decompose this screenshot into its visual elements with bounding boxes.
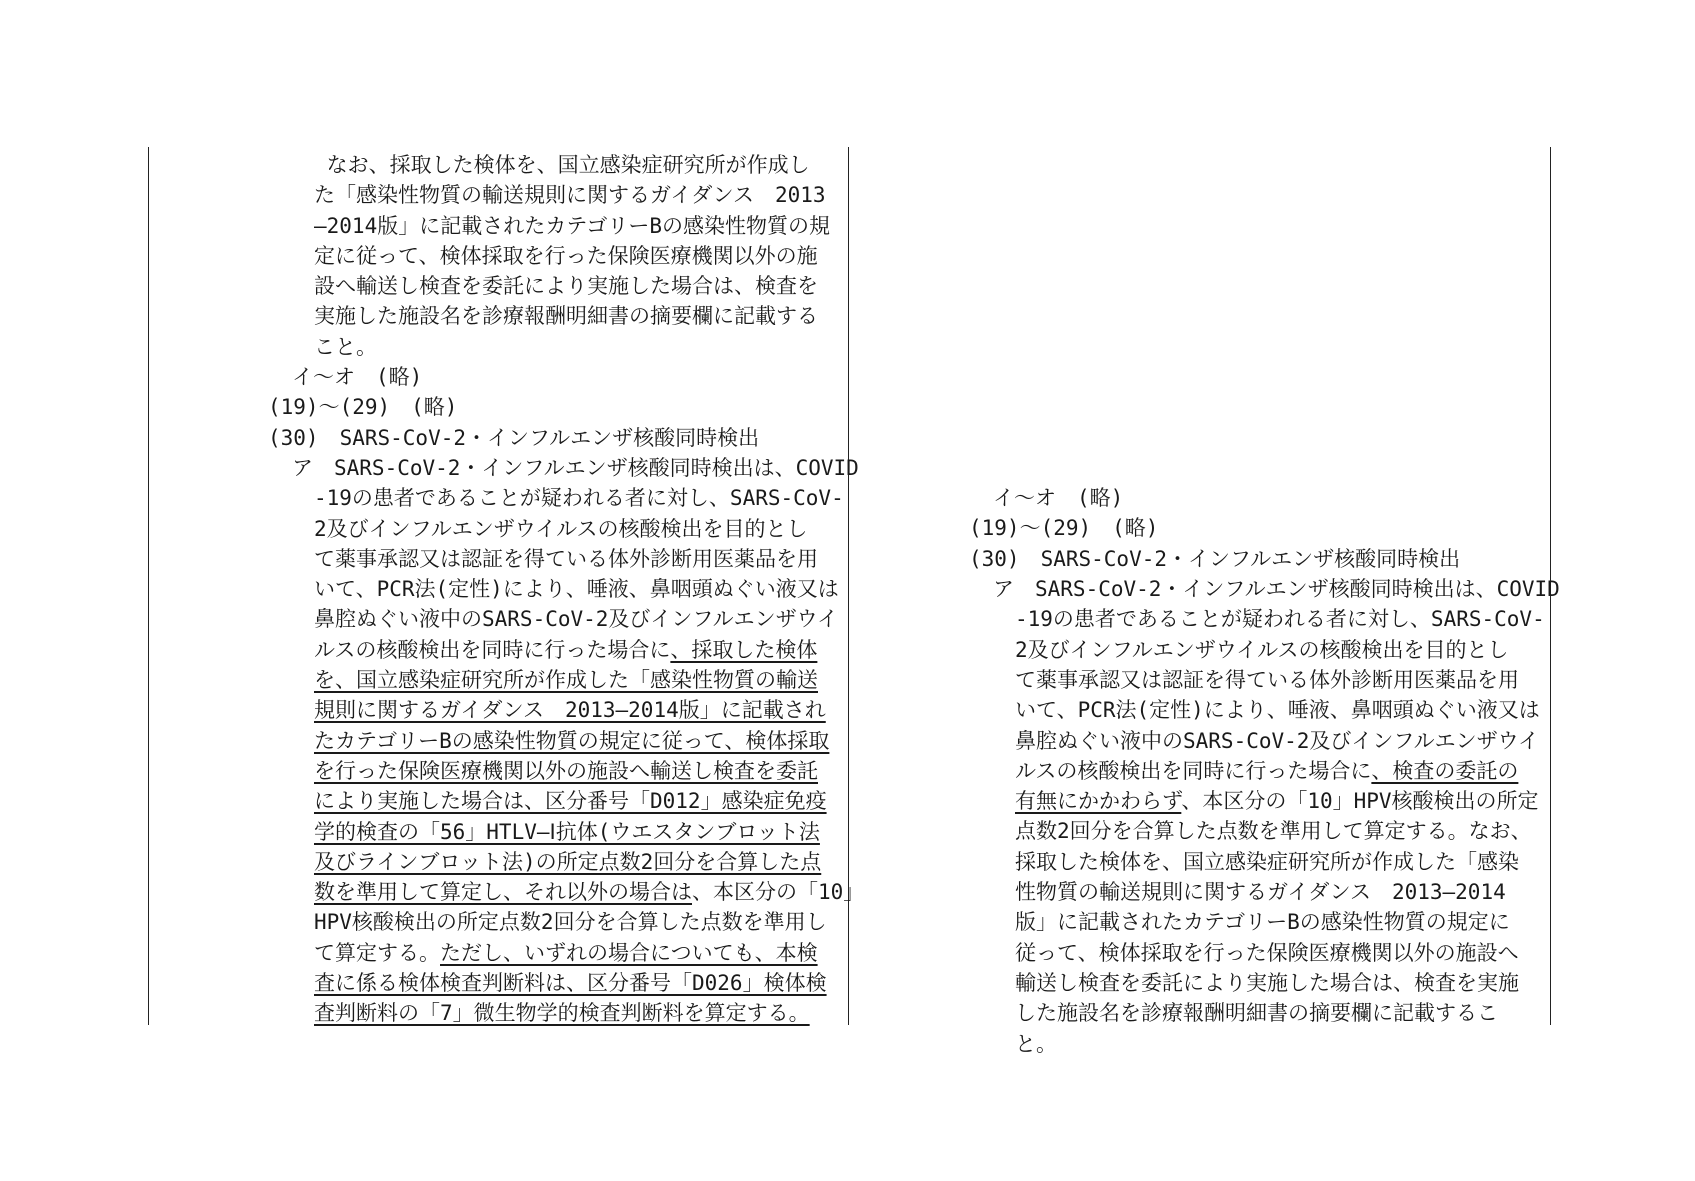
text-segment: ルスの核酸検出を同時に行った場合に [314, 637, 671, 662]
text-segment: 設へ輸送し検査を委託により実施した場合は、検査を [314, 274, 818, 299]
text-segment: 版」に記載されたカテゴリーBの感染性物質の規定に [1015, 910, 1510, 935]
underlined-text: を行った保険医療機関以外の施設へ輸送し検査を委託 [314, 758, 818, 783]
text-line [268, 271, 864, 301]
text-line [268, 726, 864, 756]
text-line [969, 877, 1560, 907]
text-line [268, 695, 864, 725]
text-line [969, 968, 1560, 998]
text-line [268, 301, 864, 331]
underlined-text: を、国立感染症研究所が作成した「感染性物質の輸送 [314, 668, 818, 693]
text-segment: て薬事承認又は認証を得ている体外診断用医薬品を用 [314, 546, 818, 571]
text-segment: 採取した検体を、国立感染症研究所が作成した「感染 [1015, 849, 1519, 874]
text-segment: した施設名を診療報酬明細書の摘要欄に記載するこ [1015, 1001, 1498, 1026]
text-segment: -19の患者であることが疑われる者に対し、SARS-CoV- [1015, 607, 1545, 632]
text-line [268, 180, 864, 210]
underlined-text: 規則に関するガイダンス 2013―2014版」に記載され [314, 698, 826, 723]
text-line [268, 362, 864, 392]
text-segment: -19の患者であることが疑われる者に対し、SARS-CoV- [314, 486, 844, 511]
text-line [268, 241, 864, 271]
text-segment: 従って、検体採取を行った保険医療機関以外の施設へ [1015, 940, 1519, 965]
text-segment: いて、PCR法(定性)により、唾液、鼻咽頭ぬぐい液又は [314, 577, 839, 602]
text-segment: ア SARS-CoV-2・インフルエンザ核酸同時検出は、COVID [993, 577, 1560, 602]
text-line [268, 665, 864, 695]
column-top-spacer [969, 211, 1560, 423]
text-segment: て算定する。 [314, 940, 440, 965]
text-segment: なお、採取した検体を、国立感染症研究所が作成し [314, 153, 810, 177]
text-line [969, 726, 1560, 756]
underlined-text: 、検査の委託の [1371, 758, 1519, 783]
text-line [268, 423, 864, 453]
text-segment: 性物質の輸送規則に関するガイダンス 2013―2014 [1015, 880, 1506, 905]
text-line [969, 907, 1560, 937]
table-border-left [148, 147, 149, 1025]
text-line [969, 695, 1560, 725]
text-line [268, 877, 864, 907]
text-segment: (19)～(29) (略) [268, 395, 458, 420]
text-line [268, 847, 864, 877]
underlined-text: 査に係る検体検査判断料は、区分番号「D026」検体検 [314, 971, 827, 996]
text-line [268, 483, 864, 513]
underlined-text: 及びラインブロット法)の所定点数2回分を合算した点 [314, 849, 822, 874]
text-line [969, 998, 1560, 1028]
text-segment: HPV核酸検出の所定点数2回分を合算した点数を準用し [314, 910, 827, 935]
text-segment: 点数2回分を合算した点数を準用して算定する。なお、 [1015, 819, 1532, 844]
text-line [969, 847, 1560, 877]
text-segment: (19)～(29) (略) [969, 516, 1159, 541]
text-line [268, 544, 864, 574]
text-segment: 2及びインフルエンザウイルスの核酸検出を目的とし [1015, 637, 1509, 662]
text-segment: イ～オ (略) [993, 486, 1124, 511]
text-segment: こと。 [314, 334, 377, 359]
text-segment: 2及びインフルエンザウイルスの核酸検出を目的とし [314, 516, 808, 541]
text-segment: 実施した施設名を診療報酬明細書の摘要欄に記載する [314, 304, 818, 329]
underlined-text: により実施した場合は、区分番号「D012」感染症免疫 [314, 789, 827, 814]
text-segment: 鼻腔ぬぐい液中のSARS-CoV-2及びインフルエンザウイ [1015, 728, 1539, 753]
text-line [268, 392, 864, 422]
text-segment: ア SARS-CoV-2・インフルエンザ核酸同時検出は、COVID [292, 455, 859, 480]
text-line [969, 544, 1560, 574]
text-line [268, 574, 864, 604]
text-line [268, 968, 864, 998]
underlined-text: 査判断料の「7」微生物学的検査判断料を算定する。 [314, 1001, 810, 1026]
text-line [268, 604, 864, 634]
underlined-text: 有無にかかわらず [1015, 789, 1182, 814]
underlined-text: 数を準用して算定し、それ以外の場合は [314, 880, 692, 905]
text-line [969, 574, 1560, 604]
underlined-text: 学的検査の「56」HTLV―Ⅰ抗体(ウエスタンブロット法 [314, 819, 820, 844]
text-segment: ルスの核酸検出を同時に行った場合に [1015, 758, 1372, 783]
text-segment: (30) SARS-CoV-2・インフルエンザ核酸同時検出 [969, 546, 1461, 571]
text-segment: 輸送し検査を委託により実施した場合は、検査を実施 [1015, 970, 1519, 995]
text-line [268, 756, 864, 786]
text-line [969, 604, 1560, 634]
text-line [268, 938, 864, 968]
text-segment: 鼻腔ぬぐい液中のSARS-CoV-2及びインフルエンザウイ [314, 607, 838, 632]
underlined-text: たカテゴリーBの感染性物質の規定に従って、検体採取 [314, 728, 830, 753]
text-line [268, 817, 864, 847]
text-line [268, 907, 864, 937]
text-segment: ―2014版」に記載されたカテゴリーBの感染性物質の規 [314, 213, 831, 238]
text-line [969, 665, 1560, 695]
text-segment: た「感染性物質の輸送規則に関するガイダンス 2013 [314, 183, 826, 208]
text-segment: 、本区分の「10」HPV核酸検出の所定 [1181, 789, 1539, 814]
text-line [268, 635, 864, 665]
revised-text-column [268, 150, 864, 1029]
underlined-text: ただし、いずれの場合についても、本検 [440, 940, 818, 965]
current-text-column [969, 150, 1560, 1059]
text-line [268, 514, 864, 544]
text-segment: 定に従って、検体採取を行った保険医療機関以外の施 [314, 243, 818, 268]
text-line [969, 786, 1560, 816]
text-line [969, 513, 1560, 543]
text-line [268, 332, 864, 362]
underlined-text: 、採取した検体 [670, 637, 818, 662]
text-line [969, 635, 1560, 665]
text-segment: (30) SARS-CoV-2・インフルエンザ核酸同時検出 [268, 425, 760, 450]
text-line [268, 786, 864, 816]
text-line [268, 453, 864, 483]
text-line [969, 483, 1560, 513]
text-segment: イ～オ (略) [292, 365, 423, 390]
text-line [969, 1029, 1560, 1059]
text-line [268, 211, 864, 241]
text-line [969, 756, 1560, 786]
text-segment: て薬事承認又は認証を得ている体外診断用医薬品を用 [1015, 667, 1519, 692]
text-line [268, 998, 864, 1028]
text-segment: いて、PCR法(定性)により、唾液、鼻咽頭ぬぐい液又は [1015, 698, 1540, 723]
text-segment: と。 [1015, 1031, 1057, 1056]
text-line [969, 938, 1560, 968]
text-segment: 、本区分の「10」 [692, 880, 865, 905]
text-line [268, 150, 864, 180]
text-line [969, 816, 1560, 846]
